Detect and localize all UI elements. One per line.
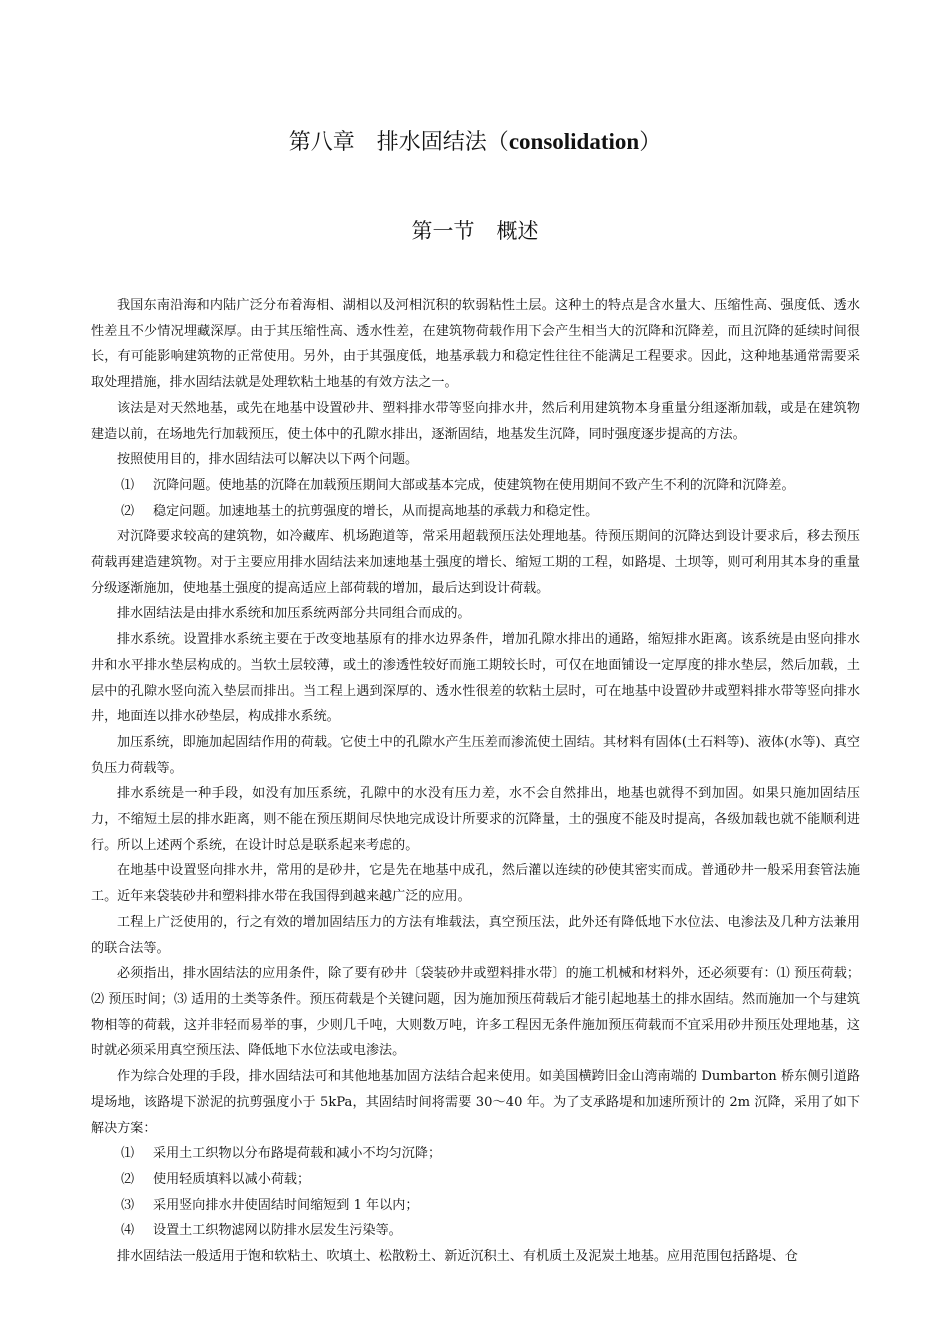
list-number: ⑵: [121, 1171, 135, 1187]
list-item: [91, 473, 860, 499]
paragraph: 对沉降要求较高的建筑物，如冷藏库、机场跑道等，常采用超载预压法处理地基。待预压期间的沉降达到设计要求后，移去预压荷载再建造建筑物。对于主要应用排水固结法来加速地基土强度的增长、缩短工期的工程，如路堤、土坝等，则可利用其本身的重量分级逐渐施加，使地基土强度的提高适应上部荷载的增加，最后达到设计荷载。: [91, 529, 860, 596]
paragraph: 作为综合处理的手段，排水固结法可和其他地基加固方法结合起来使用。如美国横跨旧金山湾南端的 Dumbarton 桥东侧引道路堤场地，该路堤下淤泥的抗剪强度小于 5kPa，其固结时间将需要 30～40 年。为了支承路堤和加速所预计的 2m 沉降，采用了如下解决方案：: [91, 1069, 860, 1136]
paragraph: 排水固结法一般适用于饱和软粘土、吹填土、松散粉土、新近沉积土、有机质土及泥炭土地基。应用范围包括路堤、仓: [117, 1249, 798, 1265]
paragraph: 工程上广泛使用的，行之有效的增加固结压力的方法有堆载法，真空预压法，此外还有降低地下水位法、电渗法及几种方法兼用的联合法等。: [91, 914, 860, 956]
list-item: [91, 1141, 860, 1167]
chapter-title-close: ）: [639, 130, 662, 155]
paragraph: 我国东南沿海和内陆广泛分布着海相、湖相以及河相沉积的软弱粘性土层。这种土的特点是含水量大、压缩性高、强度低、透水性差且不少情况埋藏深厚。由于其压缩性高、透水性差，在建筑物荷载作用下会产生相当大的沉降和沉降差，而且沉降的延续时间很长，有可能影响建筑物的正常使用。另外，由于其强度低，地基承载力和稳定性往往不能满足工程要求。因此，这种地基通常需要采取处理措施，排水固结法就是处理软粘土地基的有效方法之一。: [91, 298, 860, 391]
list-text: 采用竖向排水井使固结时间缩短到 1 年以内；: [153, 1197, 419, 1213]
section-title: [0, 216, 950, 246]
list-item: [91, 1167, 860, 1193]
list-text: 使用轻质填料以减小荷载；: [153, 1171, 311, 1187]
list-number: ⑴: [121, 1146, 135, 1162]
list-text: 稳定问题。加速地基土的抗剪强度的增长，从而提高地基的承载力和稳定性。: [153, 503, 599, 519]
paragraph: 按照使用目的，排水固结法可以解决以下两个问题。: [117, 452, 419, 468]
list-number: ⑷: [121, 1223, 135, 1239]
paragraph: 必须指出，排水固结法的应用条件，除了要有砂井〔袋装砂井或塑料排水带〕的施工机械和材料外，还必须要有：⑴ 预压荷载；⑵ 预压时间；⑶ 适用的土类等条件。预压荷载是个关键问题，因为施加预压荷载后才能引起地基土的排水固结。然而施加一个与建筑物相等的荷载，这并非轻而易举的事，少则几千吨，大则数万吨，许多工程因无条件施加预压荷载而不宜采用砂井预压处理地基，这时就必须采用真空预压法、降低地下水位法或电渗法。: [91, 966, 860, 1059]
document-body: [91, 293, 860, 1270]
list-number: ⑴: [121, 477, 135, 493]
list-item: [91, 499, 860, 525]
list-number: ⑵: [121, 503, 135, 519]
paragraph: 排水系统是一种手段，如没有加压系统，孔隙中的水没有压力差，水不会自然排出，地基也就得不到加固。如果只施加固结压力，不缩短土层的排水距离，则不能在预压期间尽快地完成设计所要求的沉降量，土的强度不能及时提高，各级加载也就不能顺利进行。所以上述两个系统，在设计时总是联系起来考虑的。: [91, 786, 860, 853]
chapter-number: 第八章: [288, 130, 355, 155]
paragraph: 该法是对天然地基，或先在地基中设置砂井、塑料排水带等竖向排水井，然后利用建筑物本身重量分组逐渐加载，或是在建筑物建造以前，在场地先行加载预压，使土体中的孔隙水排出，逐渐固结，地基发生沉降，同时强度逐步提高的方法。: [91, 400, 860, 442]
list-number: ⑶: [121, 1197, 135, 1213]
chapter-title: [0, 127, 950, 158]
chapter-title-main: 排水固结法（: [376, 130, 509, 155]
list-text: 采用土工织物以分布路堤荷载和减小不均匀沉降；: [153, 1146, 442, 1162]
list-item: [91, 1193, 860, 1219]
paragraph: 排水固结法是由排水系统和加压系统两部分共同组合而成的。: [117, 606, 471, 622]
paragraph: 在地基中设置竖向排水井，常用的是砂井，它是先在地基中成孔，然后灌以连续的砂使其密实而成。普通砂井一般采用套管法施工。近年来袋装砂井和塑料排水带在我国得到越来越广泛的应用。: [91, 863, 860, 905]
paragraph: 排水系统。设置排水系统主要在于改变地基原有的排水边界条件，增加孔隙水排出的通路，缩短排水距离。该系统是由竖向排水井和水平排水垫层构成的。当软土层较薄，或土的渗透性较好而施工期较长时，可仅在地面铺设一定厚度的排水垫层，然后加载，土层中的孔隙水竖向流入垫层而排出。当工程上遇到深厚的、透水性很差的软粘土层时，可在地基中设置砂井或塑料排水带等竖向排水井，地面连以排水砂垫层，构成排水系统。: [91, 632, 860, 725]
list-item: [91, 1218, 860, 1244]
list-text: 沉降问题。使地基的沉降在加载预压期间大部或基本完成，使建筑物在使用期间不致产生不利的沉降和沉降差。: [153, 477, 795, 493]
list-text: 设置土工织物滤网以防排水层发生污染等。: [153, 1223, 402, 1239]
chapter-title-english: consolidation: [508, 129, 640, 154]
section-name: 概述: [496, 219, 539, 243]
section-number: 第一节: [411, 219, 475, 243]
paragraph: 加压系统，即施加起固结作用的荷载。它使土中的孔隙水产生压差而渗流使土固结。其材料有固体(土石料等)、液体(水等)、真空负压力荷载等。: [91, 734, 860, 776]
